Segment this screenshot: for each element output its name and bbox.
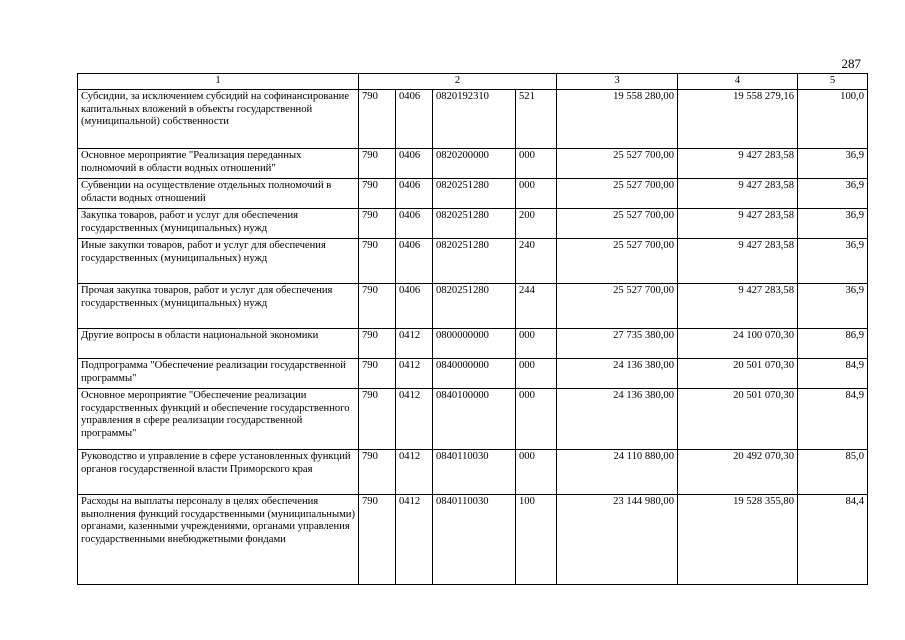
header-col-5: 5 [798,74,868,90]
row-planned-amount: 25 527 700,00 [557,284,678,329]
row-section-code: 0412 [396,450,433,495]
row-expense-type-code: 000 [516,359,557,389]
row-section-code: 0412 [396,329,433,359]
row-expense-type-code: 000 [516,149,557,179]
row-section-code: 0406 [396,149,433,179]
row-percent: 36,9 [798,284,868,329]
row-name: Другие вопросы в области национальной экономики [78,329,359,359]
table-row [78,284,868,329]
row-planned-amount: 24 136 380,00 [557,389,678,450]
row-name: Закупка товаров, работ и услуг для обеспечения государственных (муниципальных) нужд [78,209,359,239]
row-target-code: 0820200000 [433,149,516,179]
row-grbs-code: 790 [359,90,396,149]
row-expense-type-code: 100 [516,495,557,585]
row-planned-amount: 23 144 980,00 [557,495,678,585]
row-expense-type-code: 240 [516,239,557,284]
row-name: Расходы на выплаты персоналу в целях обеспечения выполнения функций государственными (муниципальными) органами, казенными учреждениями, органами управления государственными внебюджетными фондами [78,495,359,585]
row-percent: 36,9 [798,179,868,209]
row-name: Основное мероприятие "Обеспечение реализации государственных функций и обеспечение государственного управления в сфере реализации государственной программы" [78,389,359,450]
table-row [78,495,868,585]
row-grbs-code: 790 [359,495,396,585]
header-col-2: 2 [359,74,557,90]
budget-table [77,73,868,585]
row-planned-amount: 25 527 700,00 [557,239,678,284]
row-target-code: 0840110030 [433,450,516,495]
row-actual-amount: 24 100 070,30 [678,329,798,359]
row-percent: 36,9 [798,209,868,239]
row-percent: 84,9 [798,359,868,389]
row-section-code: 0406 [396,179,433,209]
row-percent: 100,0 [798,90,868,149]
row-grbs-code: 790 [359,239,396,284]
row-section-code: 0406 [396,284,433,329]
table-row [78,389,868,450]
row-percent: 84,9 [798,389,868,450]
row-grbs-code: 790 [359,329,396,359]
table-row [78,329,868,359]
table-row [78,209,868,239]
row-planned-amount: 24 136 380,00 [557,359,678,389]
table-body [78,90,868,585]
row-actual-amount: 9 427 283,58 [678,284,798,329]
row-percent: 84,4 [798,495,868,585]
row-expense-type-code: 521 [516,90,557,149]
row-section-code: 0406 [396,90,433,149]
row-target-code: 0820251280 [433,284,516,329]
table-row [78,359,868,389]
row-name: Основное мероприятие "Реализация переданных полномочий в области водных отношений" [78,149,359,179]
row-target-code: 0820251280 [433,209,516,239]
row-planned-amount: 25 527 700,00 [557,209,678,239]
row-name: Руководство и управление в сфере установленных функций органов государственной власти Приморского края [78,450,359,495]
page-number: 287 [841,56,861,71]
row-percent: 85,0 [798,450,868,495]
row-name: Прочая закупка товаров, работ и услуг для обеспечения государственных (муниципальных) нужд [78,284,359,329]
table-row [78,179,868,209]
row-percent: 86,9 [798,329,868,359]
row-target-code: 0840100000 [433,389,516,450]
row-actual-amount: 9 427 283,58 [678,239,798,284]
row-grbs-code: 790 [359,179,396,209]
row-section-code: 0412 [396,495,433,585]
row-percent: 36,9 [798,239,868,284]
table-row [78,450,868,495]
row-target-code: 0840110030 [433,495,516,585]
row-grbs-code: 790 [359,389,396,450]
row-grbs-code: 790 [359,359,396,389]
row-actual-amount: 20 501 070,30 [678,359,798,389]
row-name: Подпрограмма "Обеспечение реализации государственной программы" [78,359,359,389]
row-target-code: 0840000000 [433,359,516,389]
row-planned-amount: 27 735 380,00 [557,329,678,359]
row-target-code: 0820251280 [433,179,516,209]
header-col-1: 1 [78,74,359,90]
row-actual-amount: 19 528 355,80 [678,495,798,585]
row-planned-amount: 24 110 880,00 [557,450,678,495]
row-planned-amount: 25 527 700,00 [557,179,678,209]
table-row [78,149,868,179]
row-grbs-code: 790 [359,149,396,179]
header-col-3: 3 [557,74,678,90]
row-name: Субвенции на осуществление отдельных полномочий в области водных отношений [78,179,359,209]
row-expense-type-code: 244 [516,284,557,329]
row-expense-type-code: 000 [516,329,557,359]
row-name: Субсидии, за исключением субсидий на софинансирование капитальных вложений в объекты государственной (муниципальной) собственности [78,90,359,149]
header-col-4: 4 [678,74,798,90]
row-planned-amount: 25 527 700,00 [557,149,678,179]
row-expense-type-code: 000 [516,450,557,495]
table-row [78,239,868,284]
row-actual-amount: 9 427 283,58 [678,149,798,179]
row-name: Иные закупки товаров, работ и услуг для обеспечения государственных (муниципальных) нужд [78,239,359,284]
header-row [78,74,868,90]
row-grbs-code: 790 [359,450,396,495]
row-section-code: 0406 [396,209,433,239]
row-actual-amount: 20 492 070,30 [678,450,798,495]
row-actual-amount: 9 427 283,58 [678,209,798,239]
row-planned-amount: 19 558 280,00 [557,90,678,149]
row-target-code: 0800000000 [433,329,516,359]
row-expense-type-code: 000 [516,179,557,209]
row-target-code: 0820192310 [433,90,516,149]
row-actual-amount: 19 558 279,16 [678,90,798,149]
row-section-code: 0412 [396,389,433,450]
row-actual-amount: 20 501 070,30 [678,389,798,450]
row-expense-type-code: 000 [516,389,557,450]
row-grbs-code: 790 [359,209,396,239]
row-percent: 36,9 [798,149,868,179]
table-row [78,90,868,149]
row-section-code: 0412 [396,359,433,389]
row-section-code: 0406 [396,239,433,284]
row-target-code: 0820251280 [433,239,516,284]
row-grbs-code: 790 [359,284,396,329]
row-expense-type-code: 200 [516,209,557,239]
row-actual-amount: 9 427 283,58 [678,179,798,209]
